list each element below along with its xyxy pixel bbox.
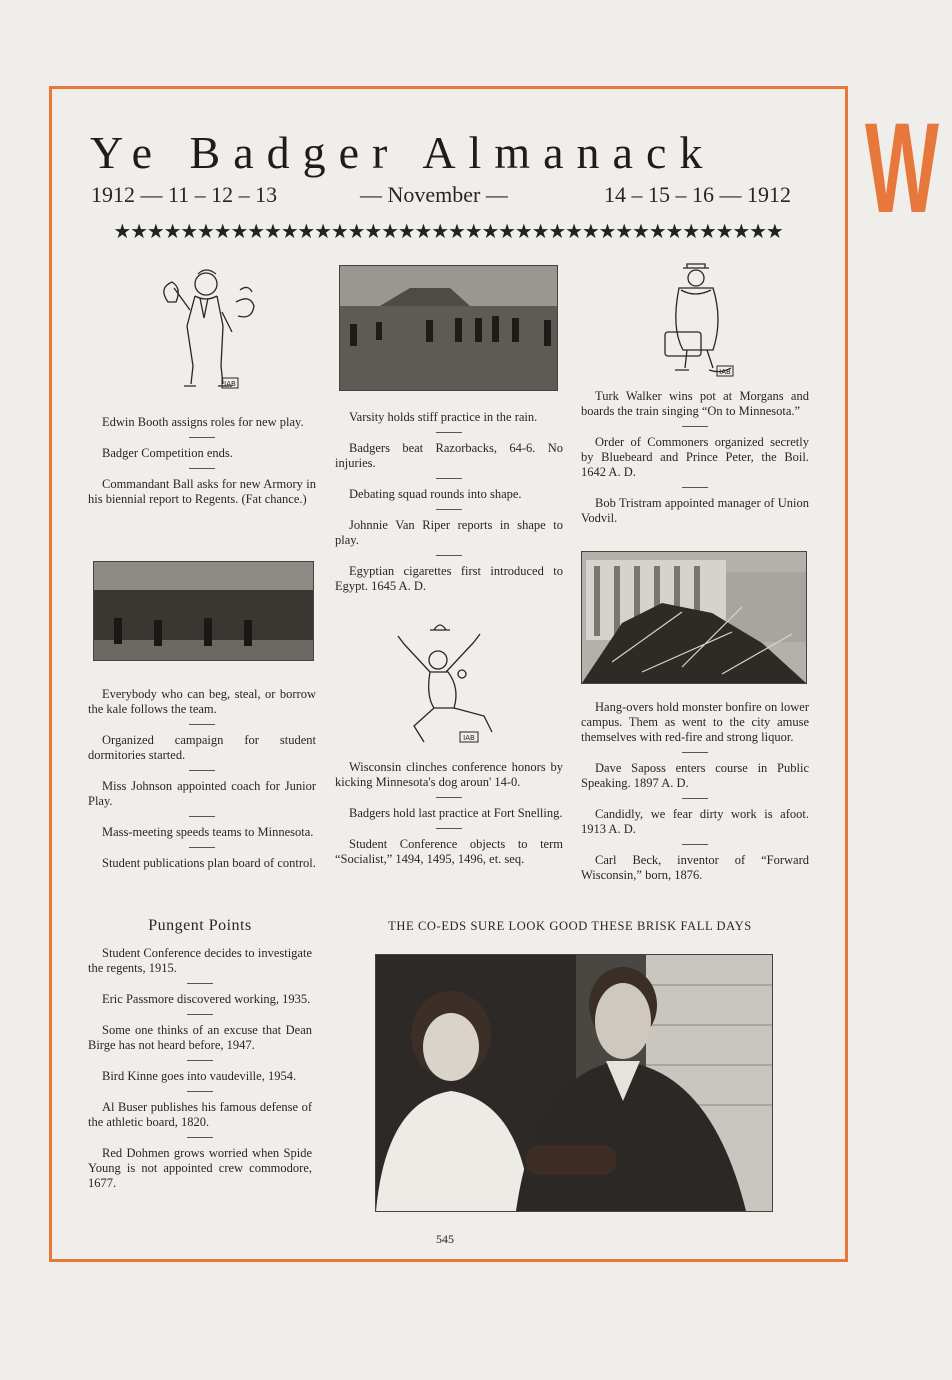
side-letter-w [862,112,942,222]
entry-order-of-commoners: Order of Commoners organized secretly by Bluebeard and Prince Peter, the Boil. 1642 A. D. [581,435,809,479]
entry-debating-squad: Debating squad rounds into shape. [349,487,522,501]
bonfire-pile-photo-image [582,552,806,683]
svg-text:IAB: IAB [224,380,236,388]
entry-separator [187,1091,213,1092]
svg-text:IAB: IAB [719,368,731,376]
entry-separator [189,816,215,817]
bonfire-pile-photo [581,551,807,684]
svg-text:IAB: IAB [463,734,475,742]
entry-separator [682,752,708,753]
crowd-photo [93,561,314,661]
entry-separator [436,555,462,556]
entry-bonfire: Hang-overs hold monster bonfire on lower campus. Them as went to the city amuse themselves with red-fire and strong liquor. [581,700,809,744]
pungent-item: Student Conference decides to investigate the regents, 1915. [88,946,312,975]
entry-dirty-work: Candidly, we fear dirty work is afoot. 1913 A. D. [581,807,809,836]
entry-egyptian-cigarettes: Egyptian cigarettes first introduced to Egypt. 1645 A. D. [335,564,563,593]
entry-separator [682,844,708,845]
column-right-lower [581,700,809,883]
pungent-item: Eric Passmore discovered working, 1935. [102,992,311,1006]
entry-commandant-ball: Commandant Ball asks for new Armory in his biennial report to Regents. (Fat chance.) [88,477,316,506]
entry-separator [189,847,215,848]
entry-separator [436,478,462,479]
pungent-points-heading: Pungent Points [148,917,252,934]
date-right: 14 – 15 – 16 — 1912 [604,182,791,207]
entry-socialist-term: Student Conference objects to term “Socialist,” 1494, 1495, 1496, et. seq. [335,837,563,866]
practice-field-photo [339,265,558,391]
pungent-item: Bird Kinne goes into vaudeville, 1954. [102,1069,297,1083]
date-center: — November — [360,182,508,207]
practice-field-photo-image [340,266,557,390]
entry-van-riper: Johnnie Van Riper reports in shape to play. [335,518,563,547]
coeds-photo-caption: THE CO-EDS SURE LOOK GOOD THESE BRISK FALL DAYS [388,919,752,933]
entry-separator [189,770,215,771]
entry-separator [187,1014,213,1015]
column-middle-lower [335,760,563,867]
entry-separator [189,437,215,438]
entry-follow-team: Everybody who can beg, steal, or borrow the kale follows the team. [88,687,316,716]
date-left: 1912 — 11 – 12 – 13 [91,182,278,207]
column-left-lower [88,687,316,871]
entry-junior-play-coach: Miss Johnson appointed coach for Junior Play. [88,779,316,808]
column-right-upper [581,389,809,526]
entry-separator [682,798,708,799]
entry-separator [682,426,708,427]
entry-separator [187,983,213,984]
page-title: Ye Badger Almanack [90,127,716,178]
cartoon-dancer-illustration [390,618,510,756]
entry-separator [436,828,462,829]
entry-booth-roles: Edwin Booth assigns roles for new play. [102,415,304,429]
coeds-portrait-photo [375,954,773,1212]
entry-separator [189,468,215,469]
entry-carl-beck: Carl Beck, inventor of “Forward Wisconsin,” born, 1876. [581,853,809,882]
page-number: 545 [436,1232,454,1246]
pungent-item: Red Dohmen grows worried when Spide Young is not appointed crew commodore, 1677. [88,1146,312,1190]
entry-razorbacks: Badgers beat Razorbacks, 64-6. No injuries. [335,441,563,470]
entry-separator [187,1137,213,1138]
entry-separator [436,797,462,798]
pungent-points-list [88,946,312,1191]
entry-badger-competition: Badger Competition ends. [102,446,233,460]
entry-mass-meeting: Mass-meeting speeds teams to Minnesota. [102,825,314,839]
column-left-upper [88,415,316,507]
entry-separator [189,724,215,725]
svg-text:W: W [865,112,940,222]
entry-fort-snelling: Badgers hold last practice at Fort Snelling. [349,806,563,820]
entry-turk-walker: Turk Walker wins pot at Morgans and boards the train singing “On to Minnesota.” [581,389,809,418]
entry-varsity-practice: Varsity holds stiff practice in the rain. [349,410,538,424]
entry-conference-honors: Wisconsin clinches conference honors by kicking Minnesota's dog aroun' 14-0. [335,760,563,789]
cartoon-actor-illustration [148,262,266,394]
coeds-portrait-photo-image [376,955,772,1211]
entry-separator [436,432,462,433]
entry-separator [187,1060,213,1061]
entry-publications-board: Student publications plan board of control. [102,856,316,870]
crowd-photo-image [94,562,313,660]
column-middle-upper [335,410,563,594]
pungent-item: Al Buser publishes his famous defense of the athletic board, 1820. [88,1100,312,1129]
entry-dormitories: Organized campaign for student dormitories started. [88,733,316,762]
star-divider: ★★★★★★★★★★★★★★★★★★★★★★★★★★★★★★★★★★★★★★★★ [113,221,783,243]
entry-separator [682,487,708,488]
cartoon-traveler-illustration [643,262,745,380]
pungent-item: Some one thinks of an excuse that Dean Birge has not heard before, 1947. [88,1023,312,1052]
entry-dave-saposs: Dave Saposs enters course in Public Speaking. 1897 A. D. [581,761,809,790]
entry-bob-tristram: Bob Tristram appointed manager of Union Vodvil. [581,496,809,525]
entry-separator [436,509,462,510]
